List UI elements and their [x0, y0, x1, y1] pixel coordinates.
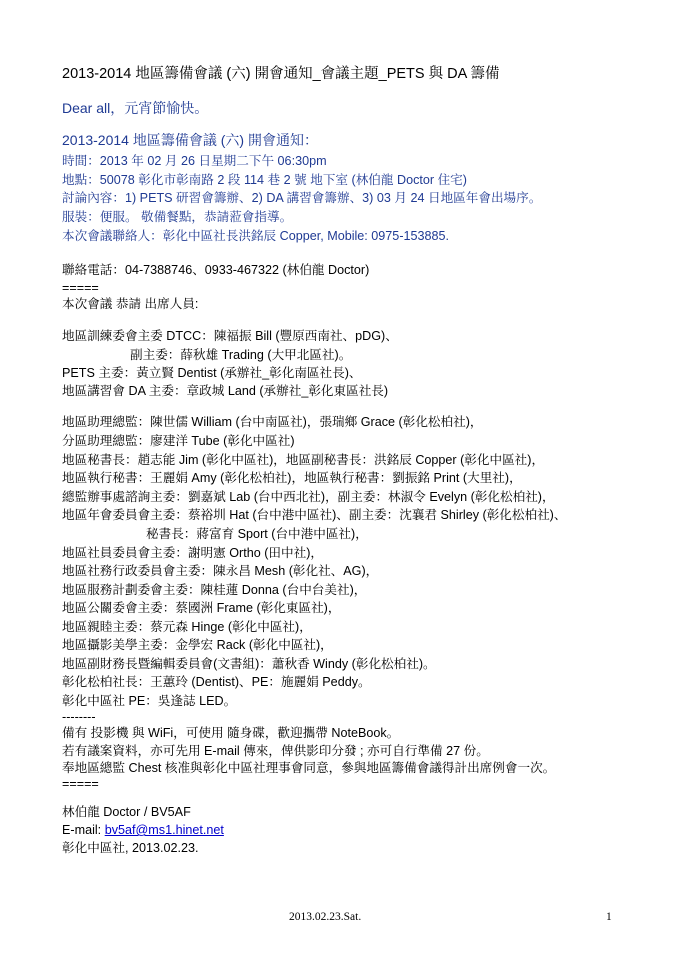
- signature-name: 林伯龍 Doctor / BV5AF: [62, 805, 191, 819]
- attendee-line: PETS 主委：黃立賢 Dentist (承辦社_彰化南區社長)、: [62, 366, 362, 380]
- note-line: 備有 投影機 與 WiFi，可使用 隨身碟，歡迎攜帶 NoteBook。: [62, 726, 400, 740]
- signature-email: [62, 822, 224, 838]
- attendee-line: 彰化中區社 PE：吳逢誌 LED。: [62, 694, 237, 708]
- separator: =====: [62, 777, 99, 791]
- attendee-line: 地區社務行政委員會主委：陳永昌 Mesh (彰化社、AG)，: [62, 564, 379, 578]
- attendee-line: 秘書長：蔣富育 Sport (台中港中區社)，: [146, 527, 368, 541]
- attendee-line: 地區助理總監：陳世儒 William (台中南區社)，張瑞鄉 Grace (彰化松柏社)，: [62, 415, 483, 429]
- attendee-line: 地區公關委會主委：蔡國洲 Frame (彰化東區社)，: [62, 601, 341, 615]
- notice-time: 時間：2013 年 02 月 26 日星期二下午 06:30pm: [62, 154, 327, 168]
- attendee-line: 副主委：薛秋雄 Trading (大甲北區社)。: [130, 348, 352, 362]
- attendee-line: 地區副財務長暨編輯委員會(文書組)：蕭秋香 Windy (彰化松柏社)。: [62, 657, 436, 671]
- document-title: 2013-2014 地區籌備會議 (六) 開會通知_會議主題_PETS 與 DA 籌備: [62, 66, 500, 82]
- invite-line: 本次會議 恭請 出席人員:: [62, 297, 199, 311]
- greeting: Dear all，元宵節愉快。: [62, 100, 209, 116]
- notice-agenda: 討論內容：1) PETS 研習會籌辦、2) DA 講習會籌辦、3) 03 月 24 日地區年會出場序。: [62, 191, 542, 205]
- note-line: 奉地區總監 Chest 核准與彰化中區社理事會同意，參與地區籌備會議得計出席例會一次。: [62, 761, 556, 775]
- separator: =====: [62, 281, 99, 295]
- signature-club-date: 彰化中區社, 2013.02.23.: [62, 841, 199, 855]
- attendee-line: 彰化松柏社長：王蕙玲 (Dentist)、PE：施麗娟 Peddy。: [62, 675, 371, 689]
- notice-dress: 服裝：便服。 敬備餐點，恭請蒞會指導。: [62, 210, 293, 224]
- page-number: 1: [606, 911, 612, 923]
- attendee-line: 地區講習會 DA 主委：章政城 Land (承辦社_彰化東區社長): [62, 384, 389, 398]
- email-label: E-mail:: [62, 823, 105, 837]
- attendee-line: 地區執行秘書：王麗娟 Amy (彰化松柏社)，地區執行秘書：劉振銘 Print (大里社)，: [62, 471, 522, 485]
- attendee-line: 總監辦事處諮詢主委：劉嘉斌 Lab (台中西北社)，副主委：林淑令 Evelyn (彰化松柏社)，: [62, 490, 555, 504]
- footer-date: 2013.02.23.Sat.: [289, 911, 362, 923]
- attendee-line: 地區親睦主委：蔡元森 Hinge (彰化中區社)，: [62, 620, 312, 634]
- attendee-line: 地區訓練委會主委 DTCC：陳福振 Bill (豐原西南社、pDG)、: [62, 329, 398, 343]
- email-link[interactable]: bv5af@ms1.hinet.net: [104, 823, 224, 837]
- attendee-line: 地區秘書長：趙志能 Jim (彰化中區社)，地區副秘書長：洪銘辰 Copper (彰化中區社)，: [62, 453, 545, 467]
- attendee-line: 地區年會委員會主委：蔡裕圳 Hat (台中港中區社)、副主委：沈襄君 Shirley (彰化松柏社)、: [62, 508, 567, 522]
- attendee-line: 分區助理總監：廖建洋 Tube (彰化中區社): [62, 434, 295, 448]
- notice-contact: 本次會議聯絡人：彰化中區社長洪銘辰 Copper, Mobile: 0975-153885.: [62, 229, 450, 243]
- contact-phone: 聯絡電話：04-7388746、0933-467322 (林伯龍 Doctor): [62, 263, 370, 277]
- attendee-line: 地區服務計劃委會主委：陳桂蓮 Donna (台中台美社)，: [62, 583, 367, 597]
- note-line: 若有議案資料，亦可先用 E-mail 傳來，俾供影印分發 ; 亦可自行準備 27 份。: [62, 744, 489, 758]
- notice-heading: 2013-2014 地區籌備會議 (六) 開會通知：: [62, 132, 318, 148]
- attendee-line: 地區社員委員會主委：謝明憲 Ortho (田中社)，: [62, 546, 323, 560]
- separator: --------: [62, 710, 96, 724]
- notice-location: 地點：50078 彰化市彰南路 2 段 114 巷 2 號 地下室 (林伯龍 Doctor 住宅): [62, 173, 467, 187]
- attendee-line: 地區攝影美學主委：金學宏 Rack (彰化中區社)，: [62, 638, 333, 652]
